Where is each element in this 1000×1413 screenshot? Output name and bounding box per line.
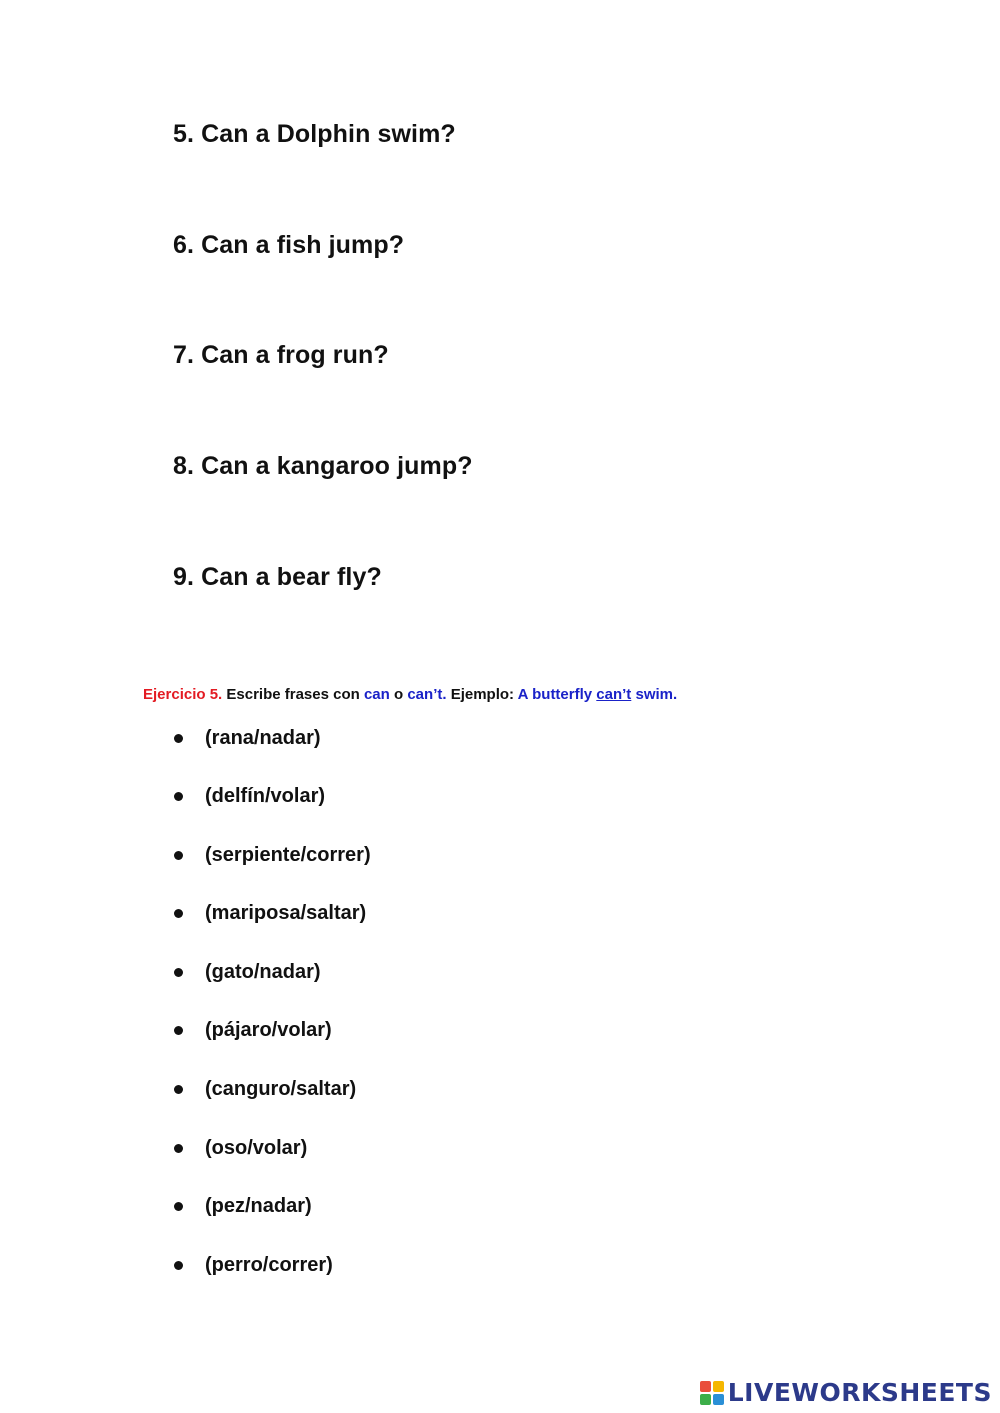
item-text: (oso/volar) bbox=[205, 1137, 308, 1159]
question-8: 8. Can a kangaroo jump? bbox=[173, 452, 473, 480]
item-text: (pájaro/volar) bbox=[205, 1019, 332, 1041]
question-6: 6. Can a fish jump? bbox=[173, 231, 405, 259]
example-cant: can’t bbox=[596, 686, 632, 703]
logo-square-i bbox=[713, 1381, 724, 1392]
list-item bbox=[172, 1137, 307, 1160]
item-text: (serpiente/correr) bbox=[205, 844, 371, 866]
bullet-icon bbox=[174, 1026, 183, 1035]
list-item bbox=[172, 1254, 333, 1277]
item-text: (rana/nadar) bbox=[205, 727, 321, 749]
word-o: o bbox=[394, 686, 404, 703]
list-item bbox=[172, 844, 371, 867]
example-label: Ejemplo: bbox=[450, 686, 515, 703]
bullet-icon bbox=[174, 792, 183, 801]
item-text: (perro/correr) bbox=[205, 1254, 333, 1276]
brand-name: LIVEWORKSHEETS bbox=[727, 1378, 992, 1407]
bullet-icon bbox=[174, 909, 183, 918]
bullet-icon bbox=[174, 734, 183, 743]
bullet-icon bbox=[174, 1085, 183, 1094]
item-text: (canguro/saltar) bbox=[205, 1078, 357, 1100]
list-item bbox=[172, 902, 366, 925]
question-7: 7. Can a frog run? bbox=[173, 341, 389, 369]
example-start: A butterfly bbox=[517, 686, 593, 703]
list-item bbox=[172, 961, 321, 984]
word-can: can bbox=[363, 686, 390, 703]
list-item bbox=[172, 1195, 312, 1218]
instruction-text: Escribe frases con bbox=[226, 686, 360, 703]
bullet-icon bbox=[174, 1144, 183, 1153]
question-5: 5. Can a Dolphin swim? bbox=[173, 120, 456, 148]
exercise-label: Ejercicio 5. bbox=[143, 686, 223, 703]
list-item bbox=[172, 1078, 356, 1101]
exercise-instruction bbox=[143, 686, 677, 703]
item-text: (mariposa/saltar) bbox=[205, 902, 367, 924]
example-end: swim. bbox=[635, 686, 678, 703]
list-item bbox=[172, 727, 321, 750]
bullet-icon bbox=[174, 968, 183, 977]
liveworksheets-brand bbox=[700, 1378, 992, 1407]
bullet-icon bbox=[174, 1202, 183, 1211]
logo-square-v bbox=[700, 1394, 711, 1405]
word-cant: can’t. bbox=[407, 686, 447, 703]
item-text: (gato/nadar) bbox=[205, 961, 321, 983]
list-item bbox=[172, 785, 325, 808]
logo-square-l bbox=[700, 1381, 711, 1392]
bullet-icon bbox=[174, 1261, 183, 1270]
item-text: (delfín/volar) bbox=[205, 785, 326, 807]
list-item bbox=[172, 1019, 332, 1042]
bullet-icon bbox=[174, 851, 183, 860]
question-9: 9. Can a bear fly? bbox=[173, 563, 382, 591]
logo-square-e bbox=[713, 1394, 724, 1405]
item-text: (pez/nadar) bbox=[205, 1195, 312, 1217]
liveworksheets-logo-icon bbox=[700, 1381, 724, 1405]
